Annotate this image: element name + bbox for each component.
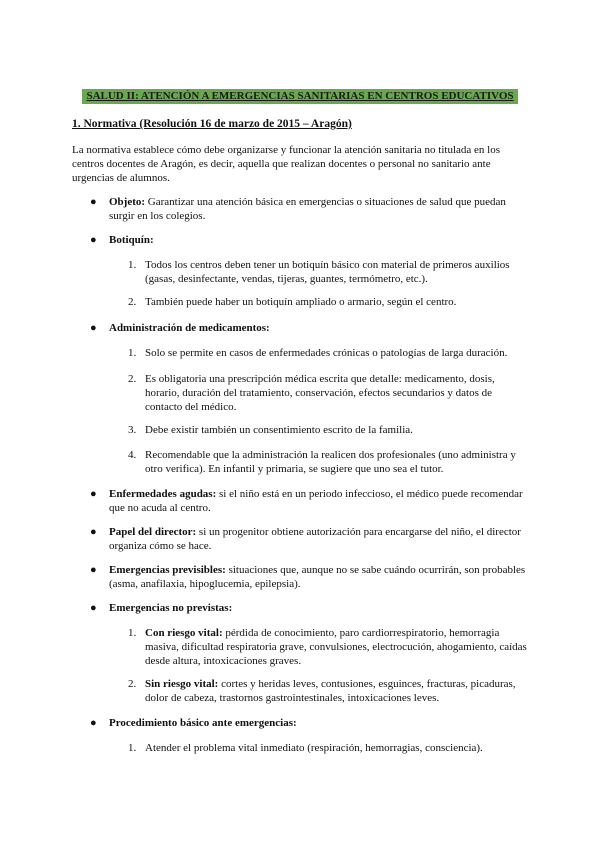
bullet-text	[109, 525, 529, 553]
list-body: cortes y heridas leves, contusiones, esguinces, fracturas, picaduras, dolor de cabeza, trastornos gastrointestinales, intoxicaciones leves.	[145, 678, 516, 704]
bullet-dot: ●	[90, 488, 97, 500]
bullet-label: Enfermedades agudas:	[109, 488, 217, 500]
list-number: 3.	[128, 424, 137, 436]
bullet-body: si un progenitor obtiene autorización para encargarse del niño, el director organiza cómo se hace.	[109, 526, 521, 552]
list-text: Debe existir también un consentimiento escrito de la familia.	[145, 424, 413, 436]
list-text	[145, 626, 530, 668]
bullet-dot: ●	[90, 322, 97, 334]
list-text: Todos los centros deben tener un botiquín básico con material de primeros auxilios (gasas, desinfectante, vendas, tijeras, guantes, termómetro, etc.).	[145, 259, 510, 285]
bullet-dot: ●	[90, 717, 97, 729]
bullet-label: Botiquín:	[109, 234, 154, 246]
list-text: Recomendable que la administración la realicen dos profesionales (uno administra y otro verifica). En infantil y primaria, se sugiere que uno sea el tutor.	[145, 449, 516, 475]
list-text: Solo se permite en casos de enfermedades crónicas o patologías de larga duración.	[145, 347, 508, 359]
bullet-dot: ●	[90, 564, 97, 576]
list-label: Con riesgo vital:	[145, 627, 223, 639]
list-number: 1.	[128, 627, 137, 639]
list-text: También puede haber un botiquín ampliado o armario, según el centro.	[145, 296, 457, 308]
bullet-label: Papel del director:	[109, 526, 197, 538]
list-text: Atender el problema vital inmediato (respiración, hemorragias, consciencia).	[145, 742, 483, 754]
bullet-dot: ●	[90, 196, 97, 208]
list-number: 1.	[128, 742, 137, 754]
intro-paragraph: La normativa establece cómo debe organizarse y funcionar la atención sanitaria no titulada en los centros docentes de Aragón, es decir, aquella que realizan docentes o personal no sanitario ante urgencias de alumnos.	[72, 144, 501, 184]
list-text: Es obligatoria una prescripción médica escrita que detalle: medicamento, dosis, horario, duración del tratamiento, conservación, efectos secundarios y datos de contacto del médico.	[145, 373, 495, 413]
list-number: 2.	[128, 296, 137, 308]
bullet-label: Emergencias no previstas:	[109, 602, 233, 614]
bullet-label: Objeto:	[109, 196, 146, 208]
section-heading-normativa: 1. Normativa (Resolución 16 de marzo de 2015 – Aragón)	[72, 118, 352, 130]
list-number: 1.	[128, 347, 137, 359]
bullet-body: si el niño está en un periodo infeccioso, el médico puede recomendar que no acuda al centro.	[109, 488, 523, 514]
bullet-text	[109, 563, 529, 591]
bullet-dot: ●	[90, 234, 97, 246]
bullet-text	[109, 195, 529, 223]
bullet-label: Procedimiento básico ante emergencias:	[109, 717, 297, 729]
bullet-dot: ●	[90, 526, 97, 538]
list-number: 1.	[128, 259, 137, 271]
bullet-dot: ●	[90, 602, 97, 614]
list-body: pérdida de conocimiento, paro cardiorrespiratorio, hemorragia masiva, dificultad respiratoria grave, convulsiones, electrocución, ahogamiento, caídas desde altura, intoxicaciones graves.	[145, 627, 527, 667]
list-number: 4.	[128, 449, 137, 461]
list-number: 2.	[128, 678, 137, 690]
list-number: 2.	[128, 373, 137, 385]
bullet-body: situaciones que, aunque no se sabe cuándo ocurrirán, son probables (asma, anafilaxia, hipoglucemia, epilepsia).	[109, 564, 526, 590]
list-text	[145, 677, 530, 705]
list-label: Sin riesgo vital:	[145, 678, 219, 690]
document-title: SALUD II: ATENCIÓN A EMERGENCIAS SANITARIAS EN CENTROS EDUCATIVOS	[82, 89, 518, 104]
bullet-text	[109, 487, 529, 515]
bullet-label: Emergencias previsibles:	[109, 564, 226, 576]
bullet-body: Garantizar una atención básica en emergencias o situaciones de salud que puedan surgir en los colegios.	[109, 196, 506, 222]
bullet-label: Administración de medicamentos:	[109, 322, 270, 334]
